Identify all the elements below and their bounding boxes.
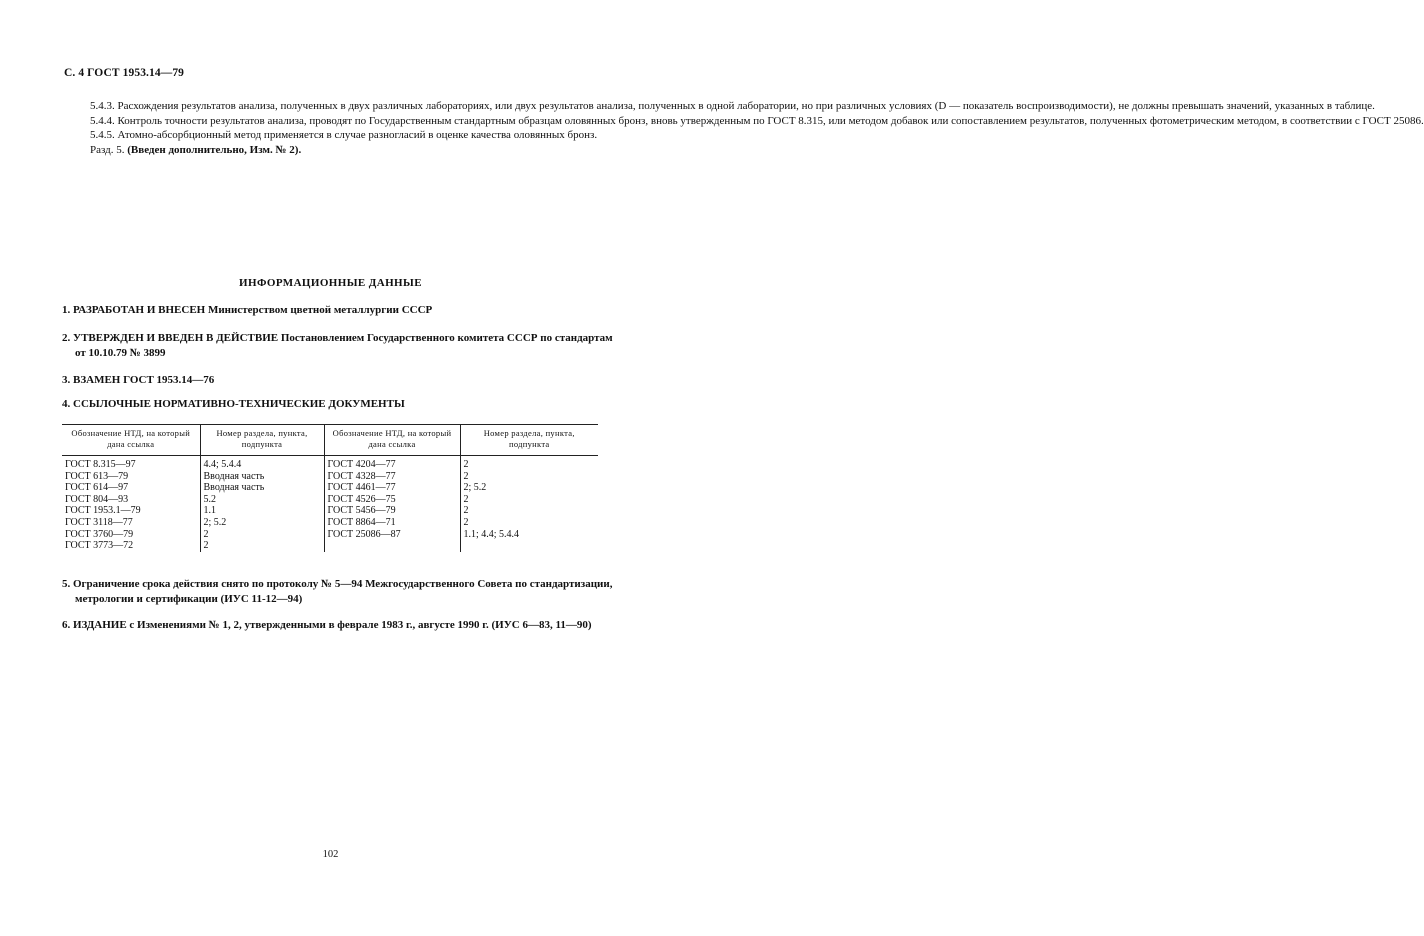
table-cell: ГОСТ 3773—72	[65, 540, 134, 552]
table-cell: ГОСТ 614—97	[65, 482, 129, 494]
table-cell: 1.1; 4.4; 5.4.4	[463, 528, 520, 540]
table-cell: 2	[463, 459, 469, 470]
header-ref-right: Номер раздела, пункта, подпункта	[460, 425, 598, 456]
header-ref-left: Номер раздела, пункта, подпункта	[200, 425, 324, 456]
table-cell: ГОСТ 4204—77	[327, 459, 396, 470]
info-item-3: 3. ВЗАМЕН ГОСТ 1953.14—76	[62, 374, 215, 386]
header-doc-left: Обозначение НТД, на который дана ссылка	[62, 425, 200, 456]
info-item-4: 4. ССЫЛОЧНЫЕ НОРМАТИВНО-ТЕХНИЧЕСКИЕ ДОКУМЕНТЫ	[62, 398, 405, 410]
table-cell: 1.1	[203, 505, 216, 517]
table-cell: 2	[463, 470, 469, 482]
info-item-1: 1. РАЗРАБОТАН И ВНЕСЕН Министерством цветной металлургии СССР	[62, 304, 433, 316]
table-cell: ГОСТ 613—79	[65, 470, 129, 482]
table-cell: 2	[203, 528, 209, 540]
table-header-row	[62, 425, 598, 456]
note-prefix: Разд. 5.	[90, 143, 125, 156]
table-cell: ГОСТ 8864—71	[327, 516, 396, 528]
paragraph-section-5-note	[62, 143, 600, 158]
table-cell: 2	[463, 516, 469, 528]
table-body-row	[62, 456, 598, 552]
reference-documents-table	[62, 424, 598, 552]
table-cell: 2	[463, 505, 469, 517]
section-5-paragraphs	[62, 99, 1424, 157]
table-cell: ГОСТ 8.315—97	[65, 459, 136, 470]
info-item-2: 2. УТВЕРЖДЕН И ВВЕДЕН В ДЕЙСТВИЕ Постановлением Государственного комитета СССР по стандартам от 10.10.79 № 3899	[62, 332, 613, 359]
paragraph-5-4-3: 5.4.3. Расхождения результатов анализа, полученных в двух различных лабораториях, или двух результатов анализа, полученных в одной лаборатории, но при различных условиях (D — показатель воспроизводимости), не должны превышать значений, указанных в таблице.	[90, 100, 1375, 112]
table-cell: 5.2	[203, 493, 216, 505]
left-docs-column	[62, 456, 200, 552]
table-cell: 4.4; 5.4.4	[203, 459, 242, 470]
note-amendment: (Введен дополнительно, Изм. № 2).	[127, 143, 302, 156]
table-cell: ГОСТ 5456—79	[327, 505, 396, 517]
table-cell: ГОСТ 4461—77	[327, 482, 396, 494]
table-cell: 2; 5.2	[203, 516, 227, 528]
table-cell: ГОСТ 3118—77	[65, 516, 133, 528]
table-cell: Вводная часть	[203, 482, 265, 494]
left-refs-column	[200, 456, 324, 552]
page-number: 102	[322, 849, 339, 860]
right-docs-column	[324, 456, 460, 552]
page-header: С. 4 ГОСТ 1953.14—79	[64, 67, 185, 79]
info-item-6: 6. ИЗДАНИЕ с Изменениями № 1, 2, утвержденными в феврале 1983 г., августе 1990 г. (ИУС 6—83, 11—90)	[62, 619, 592, 631]
table-cell: ГОСТ 3760—79	[65, 528, 134, 540]
paragraph-5-4-4: 5.4.4. Контроль точности результатов анализа, проводят по Государственным стандартным образцам оловянных бронз, вновь утвержденным по ГОСТ 8.315, или методом добавок или сопоставлением результатов, полученных фотометрическим методом, в соответствии с ГОСТ 25086.	[90, 114, 1424, 127]
table-cell: 2; 5.2	[463, 482, 487, 494]
paragraph-5-4-5: 5.4.5. Атомно-абсорбционный метод применяется в случае разногласий в оценке качества оловянных бронз.	[90, 129, 598, 141]
section-title: ИНФОРМАЦИОННЫЕ ДАННЫЕ	[239, 277, 422, 289]
right-refs-column	[460, 456, 598, 552]
header-doc-right: Обозначение НТД, на который дана ссылка	[324, 425, 460, 456]
table-cell: Вводная часть	[203, 470, 265, 482]
table-cell: 2	[463, 493, 469, 505]
info-item-5: 5. Ограничение срока действия снято по протоколу № 5—94 Межгосударственного Совета по стандартизации, метрологии и сертификации (ИУС 11-12—94)	[62, 578, 613, 605]
table-cell: 2	[203, 540, 209, 552]
table-cell: ГОСТ 25086—87	[327, 528, 401, 540]
table-cell: ГОСТ 4328—77	[327, 470, 396, 482]
table-cell: ГОСТ 1953.1—79	[65, 505, 141, 517]
table-cell: ГОСТ 804—93	[65, 493, 129, 505]
table-cell: ГОСТ 4526—75	[327, 493, 396, 505]
